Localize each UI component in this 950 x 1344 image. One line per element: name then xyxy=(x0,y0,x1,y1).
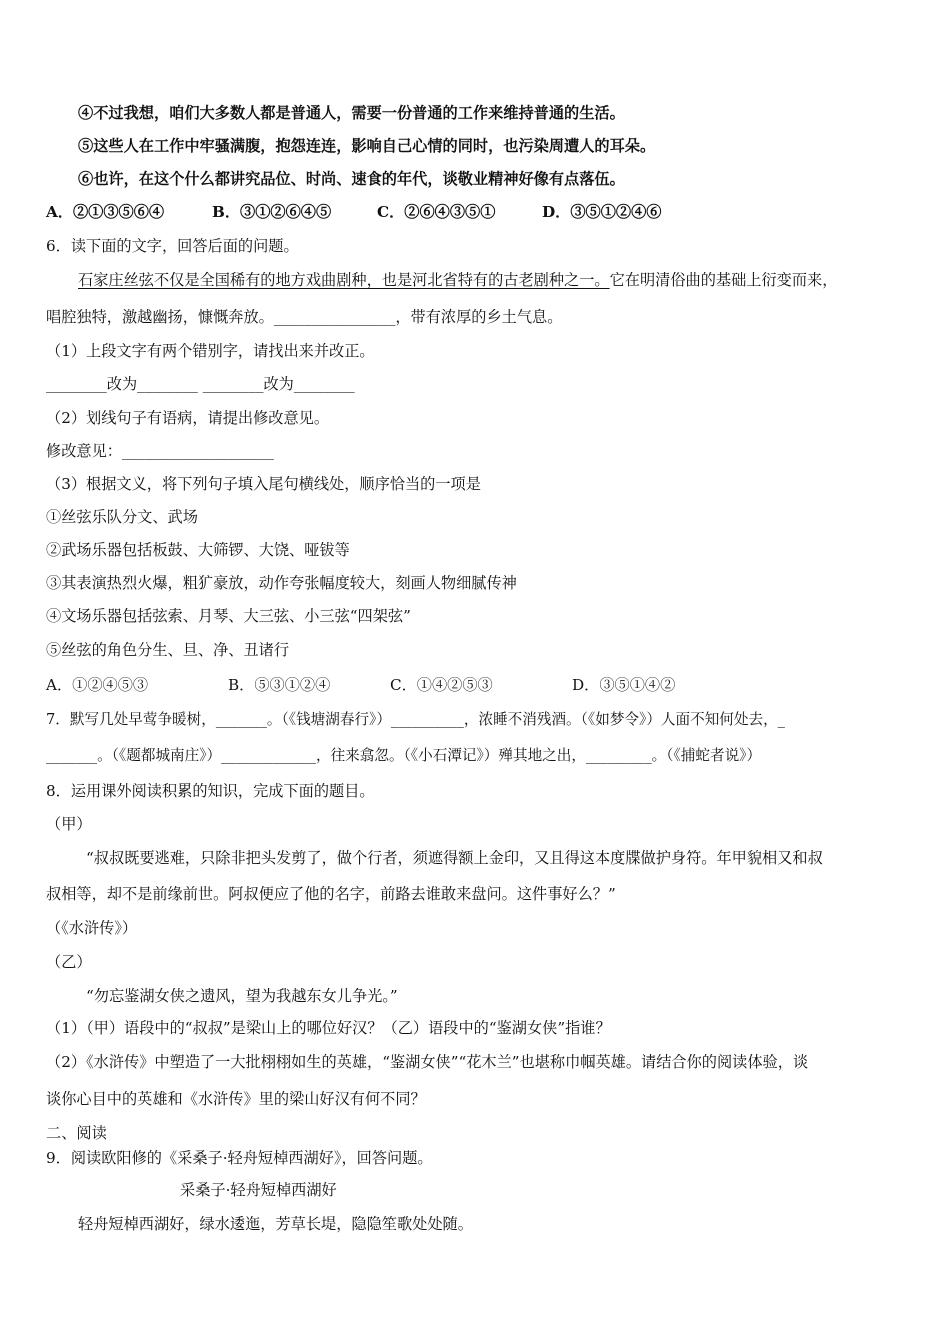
q7-line1: 7．默写几处早莺争暖树，_______。（《钱塘湖春行》）__________，浓睡不消残酒。（《如梦令》）人面不知何处去，_ xyxy=(46,711,785,728)
q8-sub1: （1）（甲）语段中的“叔叔”是梁山上的哪位好汉？（乙）语段中的“鉴湖女侠”指谁？ xyxy=(46,1019,611,1037)
q8-jia-label: （甲） xyxy=(46,815,92,833)
q5-sentence-5: ⑤这些人在工作中牢骚满腹，抱怨连连，影响自己心情的同时，也污染周遭人的耳朵。 xyxy=(78,137,656,155)
q5-option-b: B．③①②⑥④⑤ xyxy=(212,203,332,221)
q6-option-d: D．③⑤①④② xyxy=(572,676,676,694)
q9-title: 9．阅读欧阳修的《采桑子·轻舟短棹西湖好》，回答问题。 xyxy=(46,1149,433,1167)
q6-sub2: （2）划线句子有语病，请提出修改意见。 xyxy=(46,409,330,427)
q8-title: 8．运用课外阅读积累的知识，完成下面的题目。 xyxy=(46,782,375,800)
q8-jia-text-line1: “叔叔既要逃难，只除非把头发剪了，做个行者，须遮得额上金印，又且得这本度牒做护身符。年甲貌相又和叔 xyxy=(86,849,823,867)
section-heading: 二、阅读 xyxy=(46,1124,107,1142)
q5-sentence-4: ④不过我想，咱们大多数人都是普通人，需要一份普通的工作来维持普通的生活。 xyxy=(78,104,625,122)
q6-item-5: ⑤丝弦的角色分生、旦、净、丑诸行 xyxy=(46,641,289,659)
q6-underlined-sentence: 石家庄丝弦不仅是全国稀有的地方戏曲剧种，也是河北省特有的古老剧种之一。 xyxy=(78,271,610,289)
q6-option-c: C．①④②⑤③ xyxy=(390,676,493,694)
poem-title: 采桑子·轻舟短棹西湖好 xyxy=(180,1181,337,1199)
q6-sub2-answer: 修改意见：____________________ xyxy=(46,442,274,460)
q8-sub2-line1: （2）《水浒传》中塑造了一大批栩栩如生的英雄，“鉴湖女侠”“花木兰”也堪称巾帼英雄。请结合你的阅读体验，谈 xyxy=(46,1053,809,1071)
poem-line-1: 轻舟短棹西湖好，绿水逶迤，芳草长堤，隐隐笙歌处处随。 xyxy=(78,1215,473,1233)
q5-option-a: A．②①③⑤⑥④ xyxy=(46,203,165,221)
q6-title: 6．读下面的文字，回答后面的问题。 xyxy=(46,237,299,255)
q6-paragraph-line1 xyxy=(78,270,837,290)
q8-yi-text: “勿忘鉴湖女侠之遗风，望为我越东女儿争光。” xyxy=(86,987,398,1005)
q8-jia-text-line2: 叔相等，却不是前缘前世。阿叔便应了他的名字，前路去谁敢来盘问。这件事好么？” xyxy=(46,885,616,903)
q6-item-1: ①丝弦乐队分文、武场 xyxy=(46,508,198,526)
q6-item-2: ②武场乐器包括板鼓、大筛锣、大饶、哑钹等 xyxy=(46,541,350,559)
q8-sub2-line2: 谈你心目中的英雄和《水浒传》里的梁山好汉有何不同？ xyxy=(46,1090,426,1108)
q5-option-c: C．②⑥④③⑤① xyxy=(377,203,496,221)
q8-jia-source: （《水浒传》） xyxy=(46,919,138,937)
q6-item-3: ③其表演热烈火爆，粗犷豪放，动作夸张幅度较大，刻画人物细腻传神 xyxy=(46,574,517,592)
q6-option-b: B．⑤③①②④ xyxy=(228,676,331,694)
q5-option-d: D．③⑤①②④⑥ xyxy=(542,203,662,221)
q8-yi-label: （乙） xyxy=(46,953,92,971)
q6-sub1-blanks: ________改为________ ________改为________ xyxy=(46,375,355,393)
q6-sub3: （3）根据文义，将下列句子填入尾句横线处，顺序恰当的一项是 xyxy=(46,475,481,493)
q7-line2: _______。（《题都城南庄》）_____________，往来翕忽。（《小石潭记》）殚其地之出，_________。（《捕蛇者说》） xyxy=(46,747,762,764)
q6-item-4: ④文场乐器包括弦索、月琴、大三弦、小三弦“四架弦” xyxy=(46,607,411,625)
q6-paragraph-line2: 唱腔独特，激越幽扬，慷慨奔放。________________，带有浓厚的乡土气息。 xyxy=(46,308,563,326)
q5-sentence-6: ⑥也许，在这个什么都讲究品位、时尚、速食的年代，谈敬业精神好像有点落伍。 xyxy=(78,170,625,188)
q6-sub1: （1）上段文字有两个错别字，请找出来并改正。 xyxy=(46,342,375,360)
q6-option-a: A．①②④⑤③ xyxy=(46,676,149,694)
q6-paragraph-rest: 它在明清俗曲的基础上衍变而来， xyxy=(609,271,838,289)
